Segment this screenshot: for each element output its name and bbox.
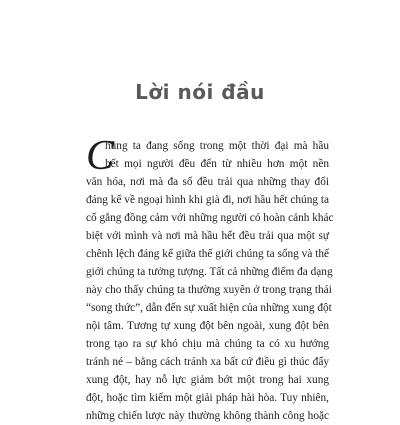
text-line: cố gắng đồng cảm với những người có hoàn cảnh khác (86, 212, 334, 224)
chapter-title: Lời nói đầu (135, 80, 265, 104)
text-line: trong tạo ra sự khó chịu mà chúng ta có xu hướng (86, 338, 329, 350)
text-line: nội tâm. Tương tự xung đột bên ngoài, xung đột bên (86, 320, 329, 332)
text-line: hủng ta đang sống trong một thời đại mà hầu (105, 140, 329, 152)
text-line: đáng kể về ngoại hình khi già đi, nơi hầu hết chúng ta (86, 194, 329, 206)
text-line: “song thức”, dẫn đến sự xuất hiện của những xung đột (86, 302, 332, 314)
text-line: tránh né – bằng cách tránh xa bất cứ điều gì thúc đẩy (86, 356, 329, 368)
preface-paragraph (86, 133, 334, 425)
drop-cap: C (86, 133, 115, 179)
text-line: văn hóa, nơi mà đa số đều trải qua những thay đổi (86, 176, 329, 188)
text-line: đột, hoặc tìm kiếm một giải pháp hài hòa. Tuy nhiên, (86, 392, 329, 404)
text-line: chênh lệch đáng kể giữa thế giới chúng ta sống và thế (86, 248, 329, 260)
text-line: này cho thấy chúng ta thường xuyên ở trong trạng thái (86, 284, 332, 296)
text-line: biệt với mình và nơi mà hầu hết đều trải qua một sự (86, 230, 329, 242)
text-line: xung đột, hay nỗ lực giảm bớt một trong hai xung (86, 374, 329, 386)
text-line: hết mọi người đều đến từ nhiều hơn một nền (105, 158, 329, 170)
text-line: giới chúng ta tưởng tượng. Tất cả những điểm đa dạng (86, 266, 333, 278)
text-line: những chiến lược này thường không thành công hoặc (86, 410, 329, 422)
